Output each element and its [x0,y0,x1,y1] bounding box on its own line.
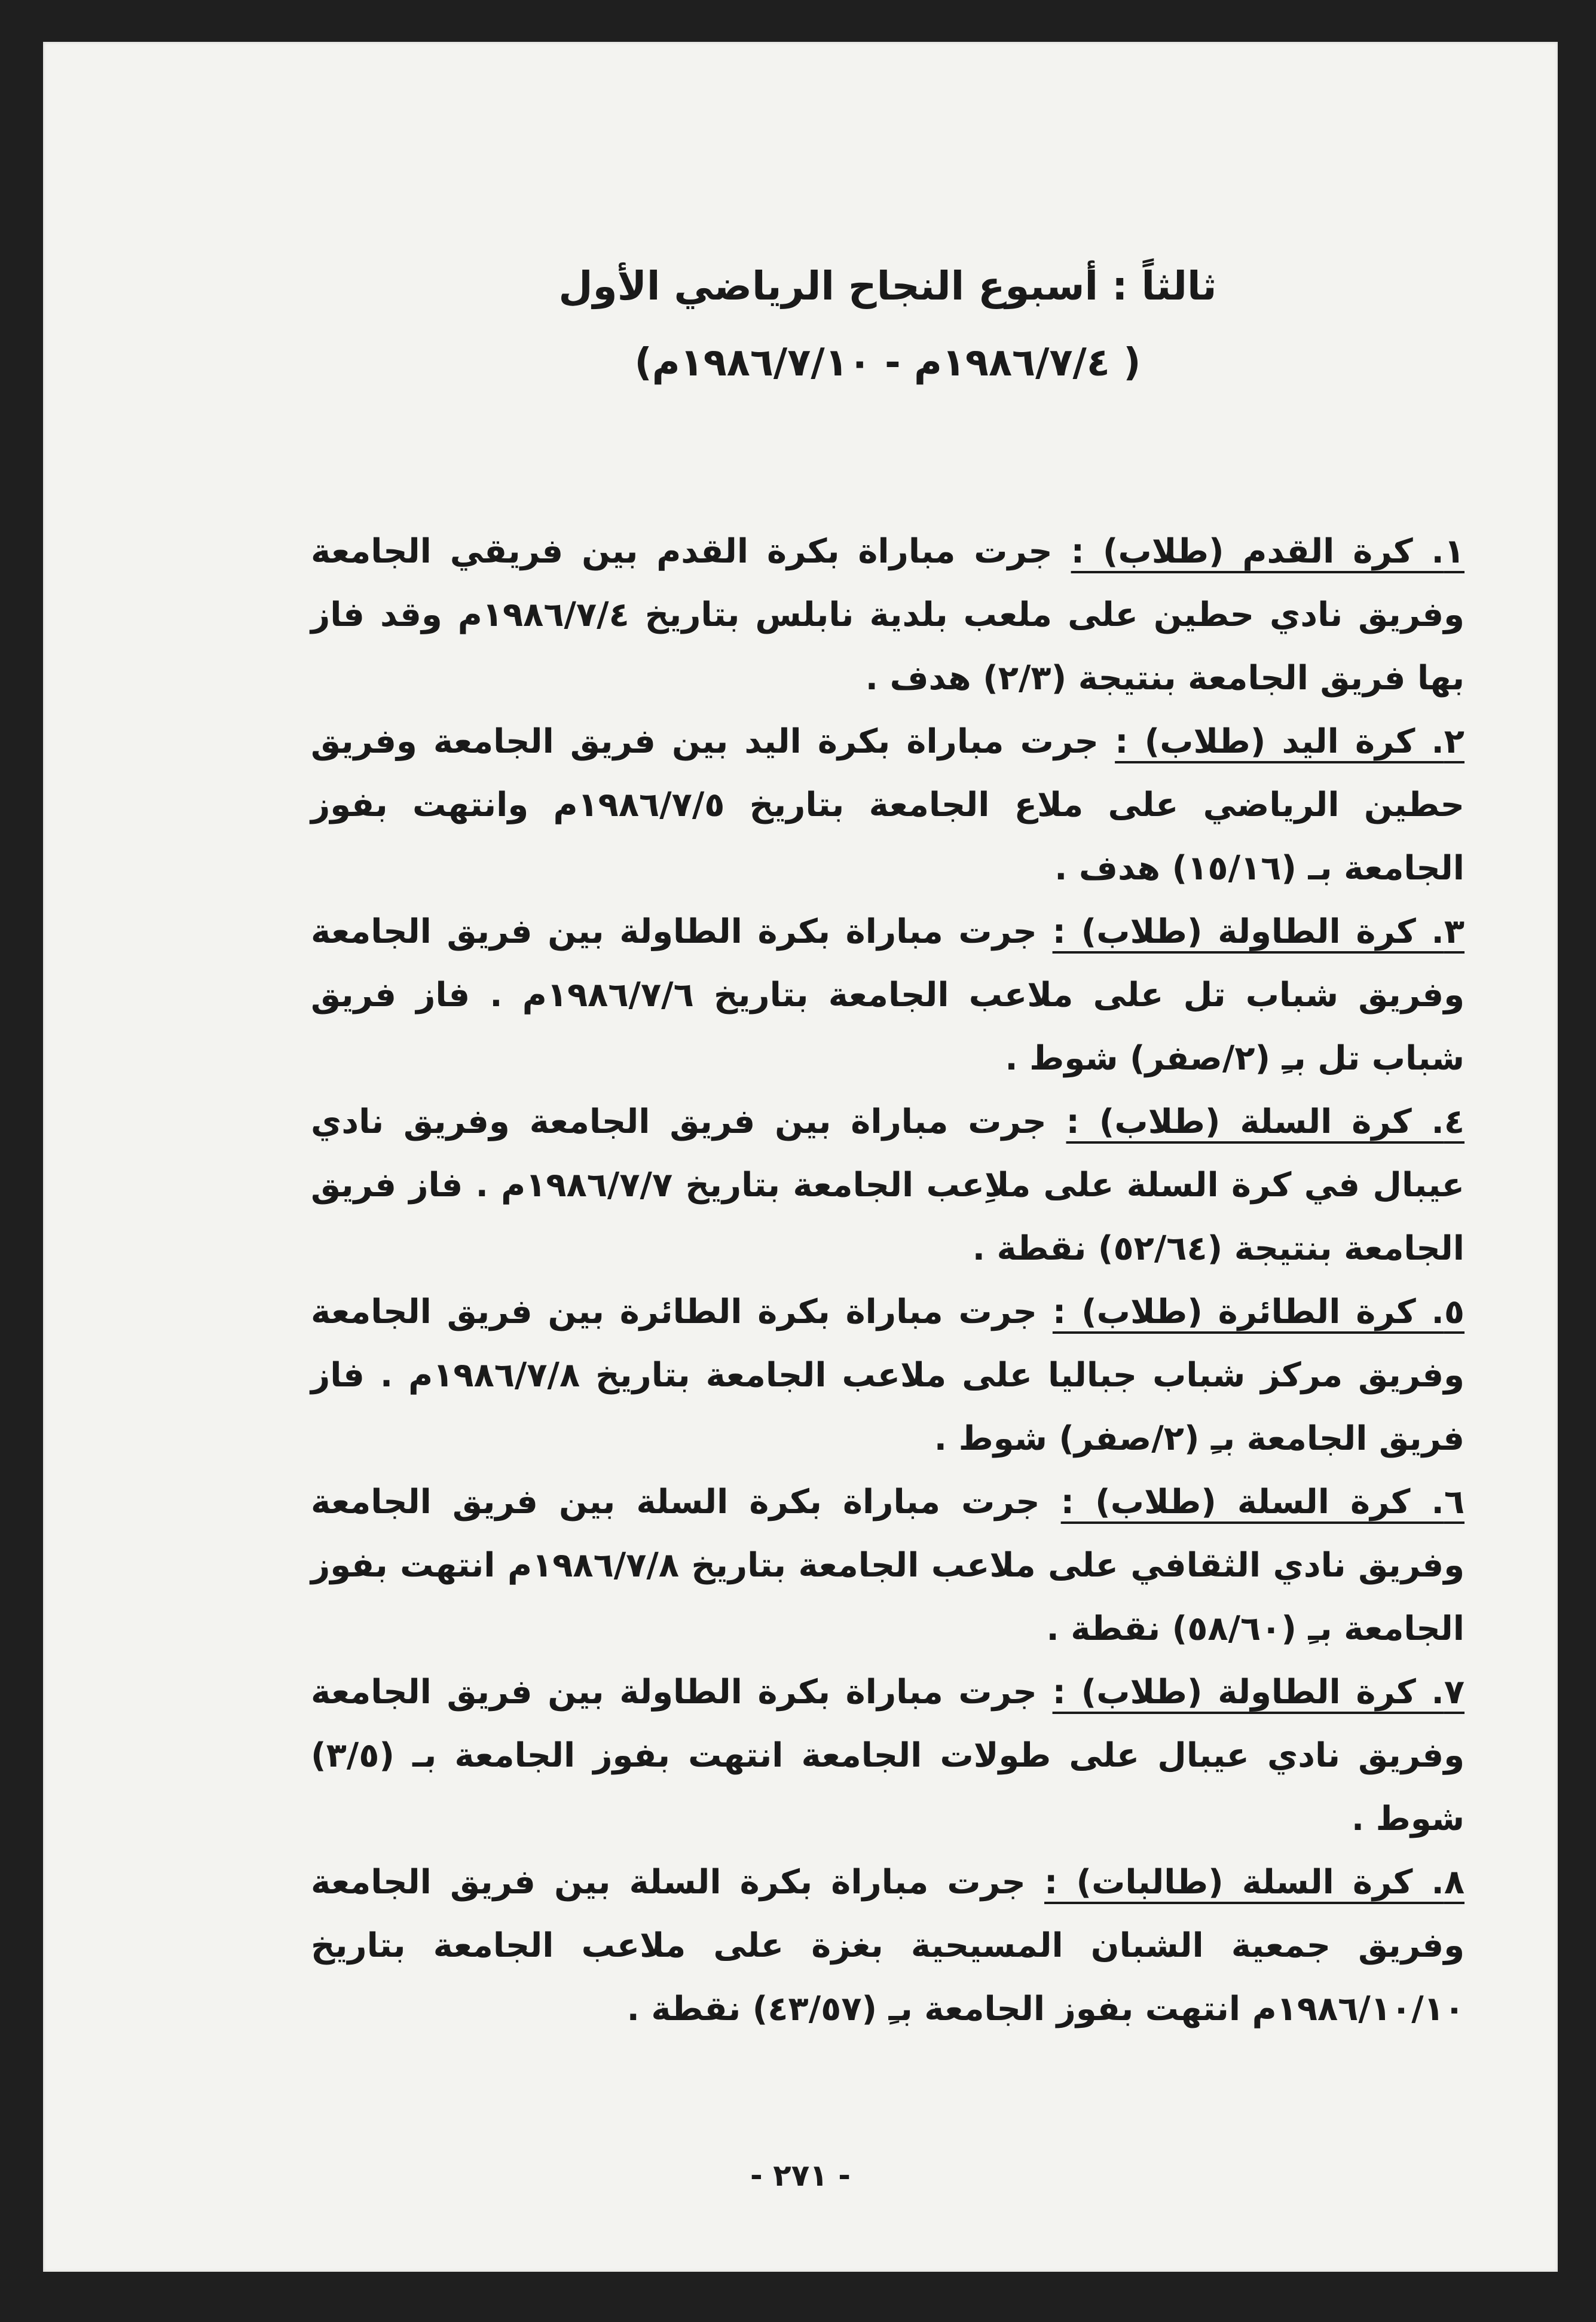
item-text: جرت مباراة بين فريق الجامعة وفريق نادي عيبال في كرة السلة على ملاِعب الجامعة بتاريخ ١٩٨٦/٧/٧م . فاز فريق الجامعة بنتيجة (٥٢/٦٤) نقطة . [311,1102,1464,1268]
list-item [311,1281,1464,1471]
page-number: - ٢٧١ - [750,2158,851,2193]
item-text: جرت مباراة بكرة القدم بين فريقي الجامعة وفريق نادي حطين على ملعب بلدية نابلس بتاريخ ١٩٨٦/٧/٤م وقد فاز بها فريق الجامعة بنتيجة (٢/٣) هدف . [311,532,1464,698]
list-item [311,1661,1464,1851]
list-item [311,710,1464,900]
item-heading: ٧. كرة الطاولة (طلاب) : [1052,1673,1465,1712]
list-item [311,1851,1464,2041]
document-page [43,42,1558,2272]
item-heading: ٤. كرة السلة (طلاب) : [1066,1102,1464,1141]
list-item [311,1090,1464,1281]
item-heading: ٥. كرة الطائرة (طلاب) : [1052,1293,1465,1331]
list-item [311,520,1464,710]
item-heading: ١. كرة القدم (طلاب) : [1071,532,1464,571]
item-text: جرت مباراة بكرة الطائرة بين فريق الجامعة وفريق مركز شباب جباليا على ملاعب الجامعة بتاريخ ١٩٨٦/٧/٨م . فاز فريق الجامعة بـِ (٢/صفر) شوط . [311,1293,1464,1458]
item-heading: ٣. كرة الطاولة (طلاب) : [1052,912,1465,951]
list-item [311,900,1464,1090]
item-text: جرت مباراة بكرة الطاولة بين فريق الجامعة وفريق شباب تل على ملاعب الجامعة بتاريخ ١٩٨٦/٧/٦م . فاز فريق شباب تل بـِ (٢/صفر) شوط . [311,912,1465,1078]
results-list [311,520,1464,2041]
item-text: جرت مباراة بكرة السلة بين فريق الجامعة وفريق نادي الثقافي على ملاعب الجامعة بتاريخ ١٩٨٦/٧/٨م انتهت بفوز الجامعة بـِ (٥٨/٦٠) نقطة . [311,1483,1465,1648]
section-title: ثالثاً : أسبوع النجاح الرياضي الأول [558,263,1217,309]
item-text: جرت مباراة بكرة اليد بين فريق الجامعة وفريق حطين الرياضي على ملاع الجامعة بتاريخ ١٩٨٦/٧/٥م وانتهت بفوز الجامعة بـ (١٥/١٦) هدف . [311,722,1464,888]
item-text: جرت مباراة بكرة الطاولة بين فريق الجامعة وفريق نادي عيبال على طولات الجامعة انتهت بفوز الجامعة بـ (٣/٥) شوط . [311,1673,1464,1838]
item-heading: ٨. كرة السلة (طالبات) : [1044,1863,1464,1902]
item-heading: ٦. كرة السلة (طلاب) : [1060,1483,1464,1521]
list-item [311,1471,1464,1661]
date-range-subtitle: ( ١٩٨٦/٧/٤م - ١٩٨٦/٧/١٠م) [634,341,1141,385]
item-heading: ٢. كرة اليد (طلاب) : [1115,722,1464,761]
item-text: جرت مباراة بكرة السلة بين فريق الجامعة وفريق جمعية الشبان المسيحية بغزة على ملاعب الجامعة بتاريخ ١٩٨٦/١٠/١٠م انتهت بفوز الجامعة بـِ (٤٣/٥٧) نقطة . [311,1863,1464,2028]
